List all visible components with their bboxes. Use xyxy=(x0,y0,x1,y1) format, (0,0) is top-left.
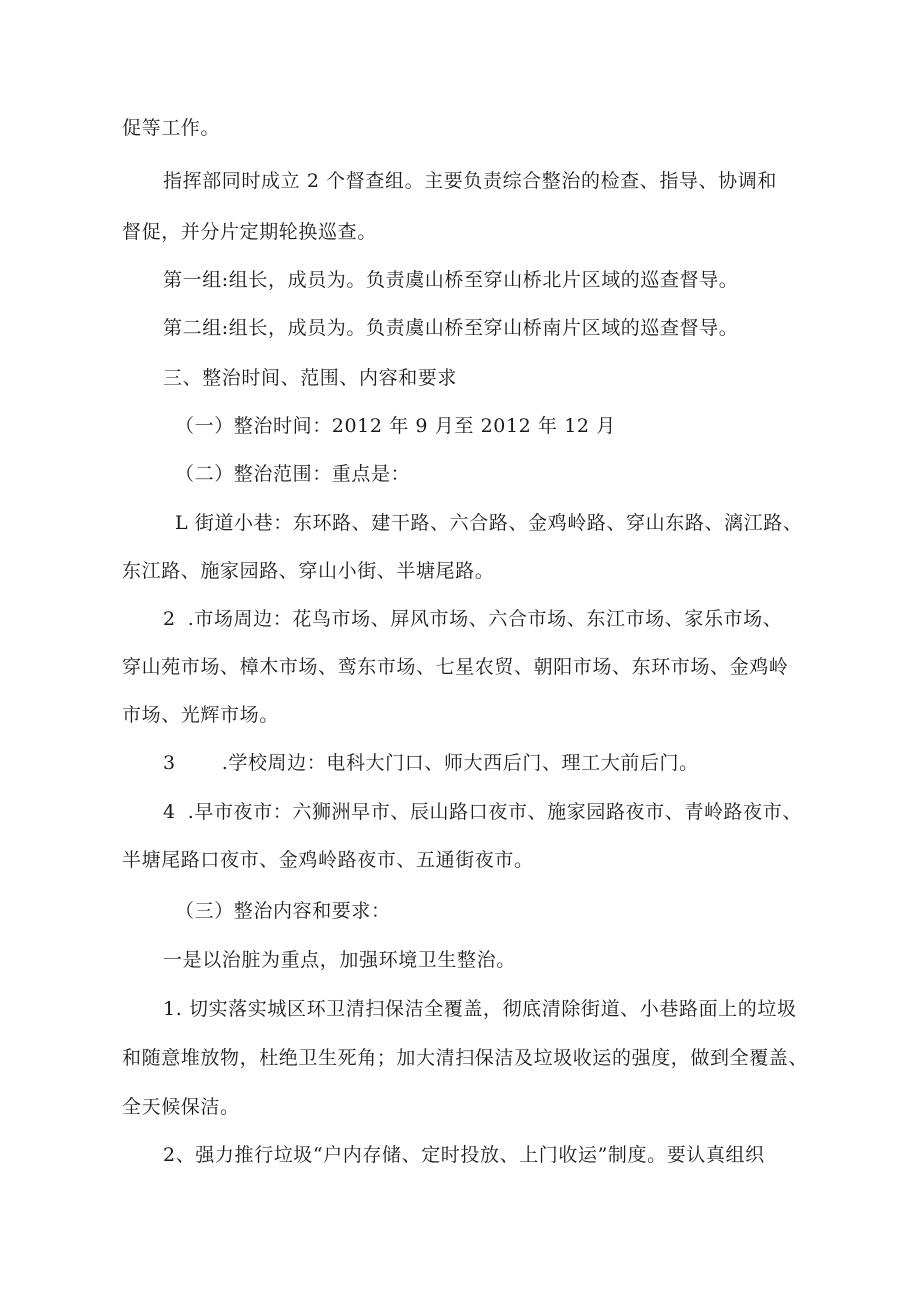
list-item-text: 早市夜市：六狮洲早市、辰山路口夜市、施家园路夜市、青岭路夜市、 xyxy=(194,801,802,823)
body-line: 和随意堆放物，杜绝卫生死角；加大清扫保洁及垃圾收运的强度，做到全覆盖、 xyxy=(122,1047,809,1069)
body-line: 东江路、施家园路、穿山小街、半塘尾路。 xyxy=(122,560,495,582)
list-item-line: L 街道小巷：东环路、建干路、六合路、金鸡岭路、穿山东路、漓江路、 xyxy=(175,512,803,534)
body-line: 一是以治脏为重点，加强环境卫生整治。 xyxy=(163,949,516,971)
list-item-number: 2 xyxy=(163,608,176,630)
body-line: 1. 切实落实城区环卫清扫保洁全覆盖，彻底清除街道、小巷路面上的垃圾 xyxy=(163,998,797,1020)
list-item-number: 3 xyxy=(163,752,176,774)
list-item-dot: . xyxy=(187,608,195,630)
body-line: 督促，并分片定期轮换巡查。 xyxy=(122,221,377,243)
body-line: 指挥部同时成立 2 个督查组。主要负责综合整治的检查、指导、协调和 xyxy=(163,170,777,192)
body-line: 2、强力推行垃圾“户内存储、定时投放、上门收运”制度。要认真组织 xyxy=(163,1144,765,1166)
list-item-line xyxy=(163,604,782,634)
list-item-dot: . xyxy=(221,752,229,774)
subsection-heading: （三）整治内容和要求： xyxy=(175,900,391,922)
list-item-line xyxy=(163,748,699,778)
subsection-heading: （一）整治时间：2012 年 9 月至 2012 年 12 月 xyxy=(175,415,616,437)
body-line: 第二组:组长，成员为。负责虞山桥至穿山桥南片区域的巡查督导。 xyxy=(163,317,739,339)
list-item-number: 4 xyxy=(163,801,176,823)
section-heading: 三、整治时间、范围、内容和要求 xyxy=(163,367,458,389)
subsection-heading: （二）整治范围：重点是： xyxy=(175,463,411,485)
list-item-line xyxy=(163,797,802,827)
body-line: 促等工作。 xyxy=(122,117,221,139)
body-line: 第一组:组长，成员为。负责虞山桥至穿山桥北片区域的巡查督导。 xyxy=(163,269,739,291)
body-line: 市场、光辉市场。 xyxy=(122,704,279,726)
list-item-text: 市场周边：花鸟市场、屏风市场、六合市场、东江市场、家乐市场、 xyxy=(194,608,783,630)
list-item-text: 学校周边：电科大门口、师大西后门、理工大前后门。 xyxy=(228,752,699,774)
body-line: 穿山苑市场、樟木市场、鸾东市场、七星农贸、朝阳市场、东环市场、金鸡岭 xyxy=(122,656,789,678)
body-line: 半塘尾路口夜市、金鸡岭路夜市、五通街夜市。 xyxy=(122,849,534,871)
list-item-dot: . xyxy=(187,801,195,823)
body-line: 全天候保洁。 xyxy=(122,1096,240,1118)
